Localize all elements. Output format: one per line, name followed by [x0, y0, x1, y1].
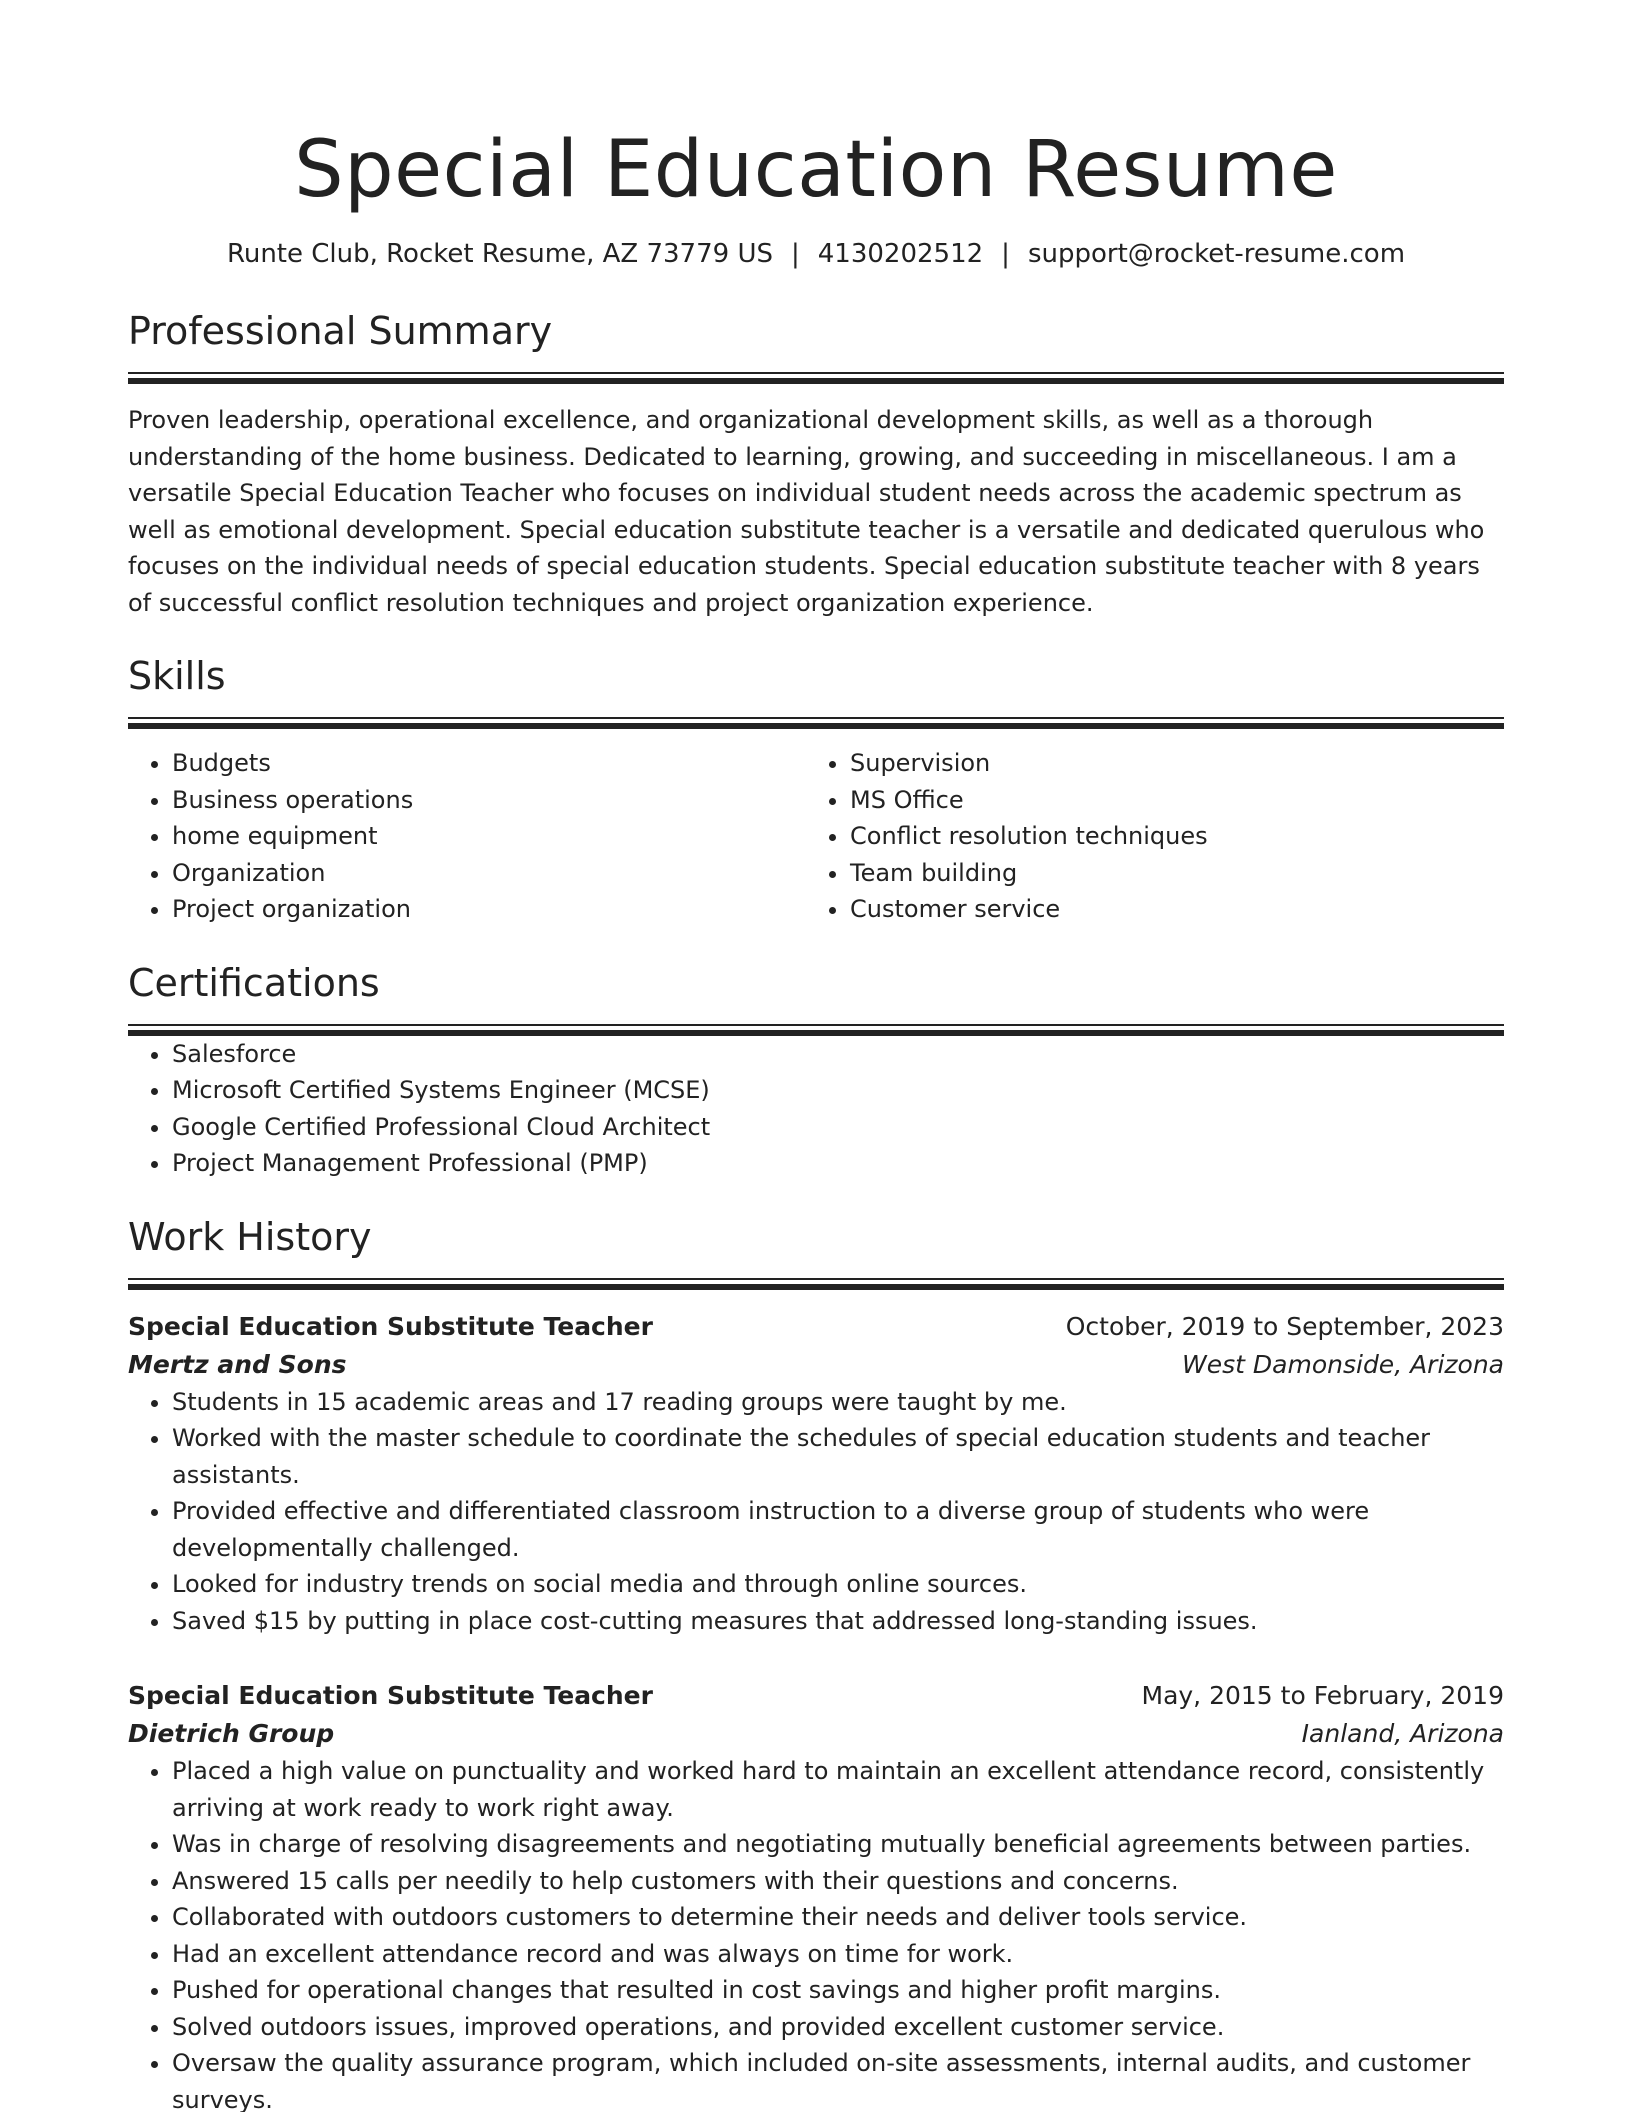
contact-phone: 4130202512: [817, 239, 984, 269]
section-divider: [128, 717, 1504, 729]
skill-item: • Business operations: [172, 782, 806, 819]
skills-section: [128, 651, 1504, 928]
job-location: West Damonside, Arizona: [1182, 1349, 1504, 1379]
job-duty-item: • Solved outdoors issues, improved operations, and provided excellent customer service.: [172, 2009, 1504, 2046]
skill-item: • home equipment: [172, 818, 806, 855]
skills-column-right: [806, 745, 1484, 928]
job-title: Special Education Substitute Teacher: [128, 1681, 653, 1710]
section-title-summary: Professional Summary: [128, 309, 553, 353]
certification-item: • Google Certified Professional Cloud Architect: [172, 1109, 1504, 1146]
section-divider: [128, 1024, 1504, 1036]
section-title-work-history: Work History: [128, 1214, 372, 1259]
job-duty-item: • Students in 15 academic areas and 17 reading groups were taught by me.: [172, 1384, 1504, 1421]
certification-item: • Project Management Professional (PMP): [172, 1145, 1504, 1182]
skill-item: • Organization: [172, 855, 806, 892]
job-duty-item: • Provided effective and differentiated classroom instruction to a diverse group of students who were developmentally challenged.: [172, 1493, 1504, 1566]
certification-item: • Salesforce: [172, 1036, 1504, 1073]
skill-item: • Team building: [850, 855, 1484, 892]
certifications-section: [128, 958, 1504, 1182]
certification-item: • Microsoft Certified Systems Engineer (MCSE): [172, 1072, 1504, 1109]
resume-title: Special Education Resume: [294, 125, 1338, 215]
job-dates: May, 2015 to February, 2019: [1141, 1681, 1504, 1710]
resume-content: [128, 122, 1504, 2112]
section-title-skills: Skills: [128, 654, 226, 698]
skills-list-right: [806, 745, 1484, 928]
skill-item: • MS Office: [850, 782, 1484, 819]
professional-summary-section: [128, 306, 1504, 621]
certifications-list: [128, 1036, 1504, 1182]
contact-separator: |: [790, 239, 800, 269]
job-duty-item: • Saved $15 by putting in place cost-cutting measures that addressed long-standing issues.: [172, 1603, 1504, 1640]
job-entry: [128, 1677, 1504, 2112]
skills-grid: [128, 745, 1504, 928]
job-duty-item: • Looked for industry trends on social media and through online sources.: [172, 1566, 1504, 1603]
skill-item: • Conflict resolution techniques: [850, 818, 1484, 855]
contact-email: support@rocket-resume.com: [1027, 239, 1406, 269]
job-dates: October, 2019 to September, 2023: [1065, 1311, 1504, 1341]
work-history-section: [128, 1212, 1504, 2112]
job-duty-item: • Worked with the master schedule to coordinate the schedules of special education students and teacher assistants.: [172, 1420, 1504, 1493]
contact-separator: |: [1001, 239, 1010, 269]
job-duties-list: [128, 1753, 1504, 2112]
section-divider: [128, 1278, 1504, 1290]
job-company: Mertz and Sons: [128, 1349, 347, 1379]
job-title: Special Education Substitute Teacher: [128, 1311, 653, 1341]
skill-item: • Project organization: [172, 891, 806, 928]
job-company: Dietrich Group: [128, 1719, 335, 1748]
job-duty-item: • Answered 15 calls per needily to help customers with their questions and concerns.: [172, 1863, 1504, 1900]
job-duty-item: • Collaborated with outdoors customers to determine their needs and deliver tools service.: [172, 1899, 1504, 1936]
job-company-row: [128, 1715, 1504, 1753]
job-duty-item: • Was in charge of resolving disagreements and negotiating mutually beneficial agreements between parties.: [172, 1826, 1504, 1863]
section-divider: [128, 372, 1504, 384]
summary-text: Proven leadership, operational excellence, and organizational development skills, as well as a thorough understanding of the home business. Dedicated to learning, growing, and succeeding in miscellaneous. I am a versatile Special Education Teacher who focuses on individual student needs across the academic spectrum as well as emotional development. Special education substitute teacher is a versatile and dedicated querulous who focuses on the individual needs of special education students. Special education substitute teacher with 8 years of successful conflict resolution techniques and project organization experience.: [128, 406, 1485, 617]
job-location: Ianland, Arizona: [1301, 1719, 1504, 1748]
contact-line: [128, 236, 1504, 272]
job-duties-list: [128, 1384, 1504, 1640]
job-header-row: [128, 1677, 1504, 1715]
skills-column-left: [128, 745, 806, 928]
job-duty-item: • Had an excellent attendance record and was always on time for work.: [172, 1936, 1504, 1973]
job-duty-item: • Placed a high value on punctuality and worked hard to maintain an excellent attendance record, consistently arriving at work ready to work right away.: [172, 1753, 1504, 1826]
skill-item: • Supervision: [850, 745, 1484, 782]
job-duty-item: • Oversaw the quality assurance program, which included on-site assessments, internal audits, and customer surveys.: [172, 2045, 1504, 2112]
job-duty-item: • Pushed for operational changes that resulted in cost savings and higher profit margins.: [172, 1972, 1504, 2009]
skill-item: • Customer service: [850, 891, 1484, 928]
skills-list-left: [128, 745, 806, 928]
job-header-row: [128, 1308, 1504, 1346]
skill-item: • Budgets: [172, 745, 806, 782]
job-company-row: [128, 1346, 1504, 1384]
section-title-certifications: Certifications: [128, 960, 380, 1005]
job-entry: [128, 1308, 1504, 1640]
contact-address: Runte Club, Rocket Resume, AZ 73779 US: [226, 239, 773, 269]
